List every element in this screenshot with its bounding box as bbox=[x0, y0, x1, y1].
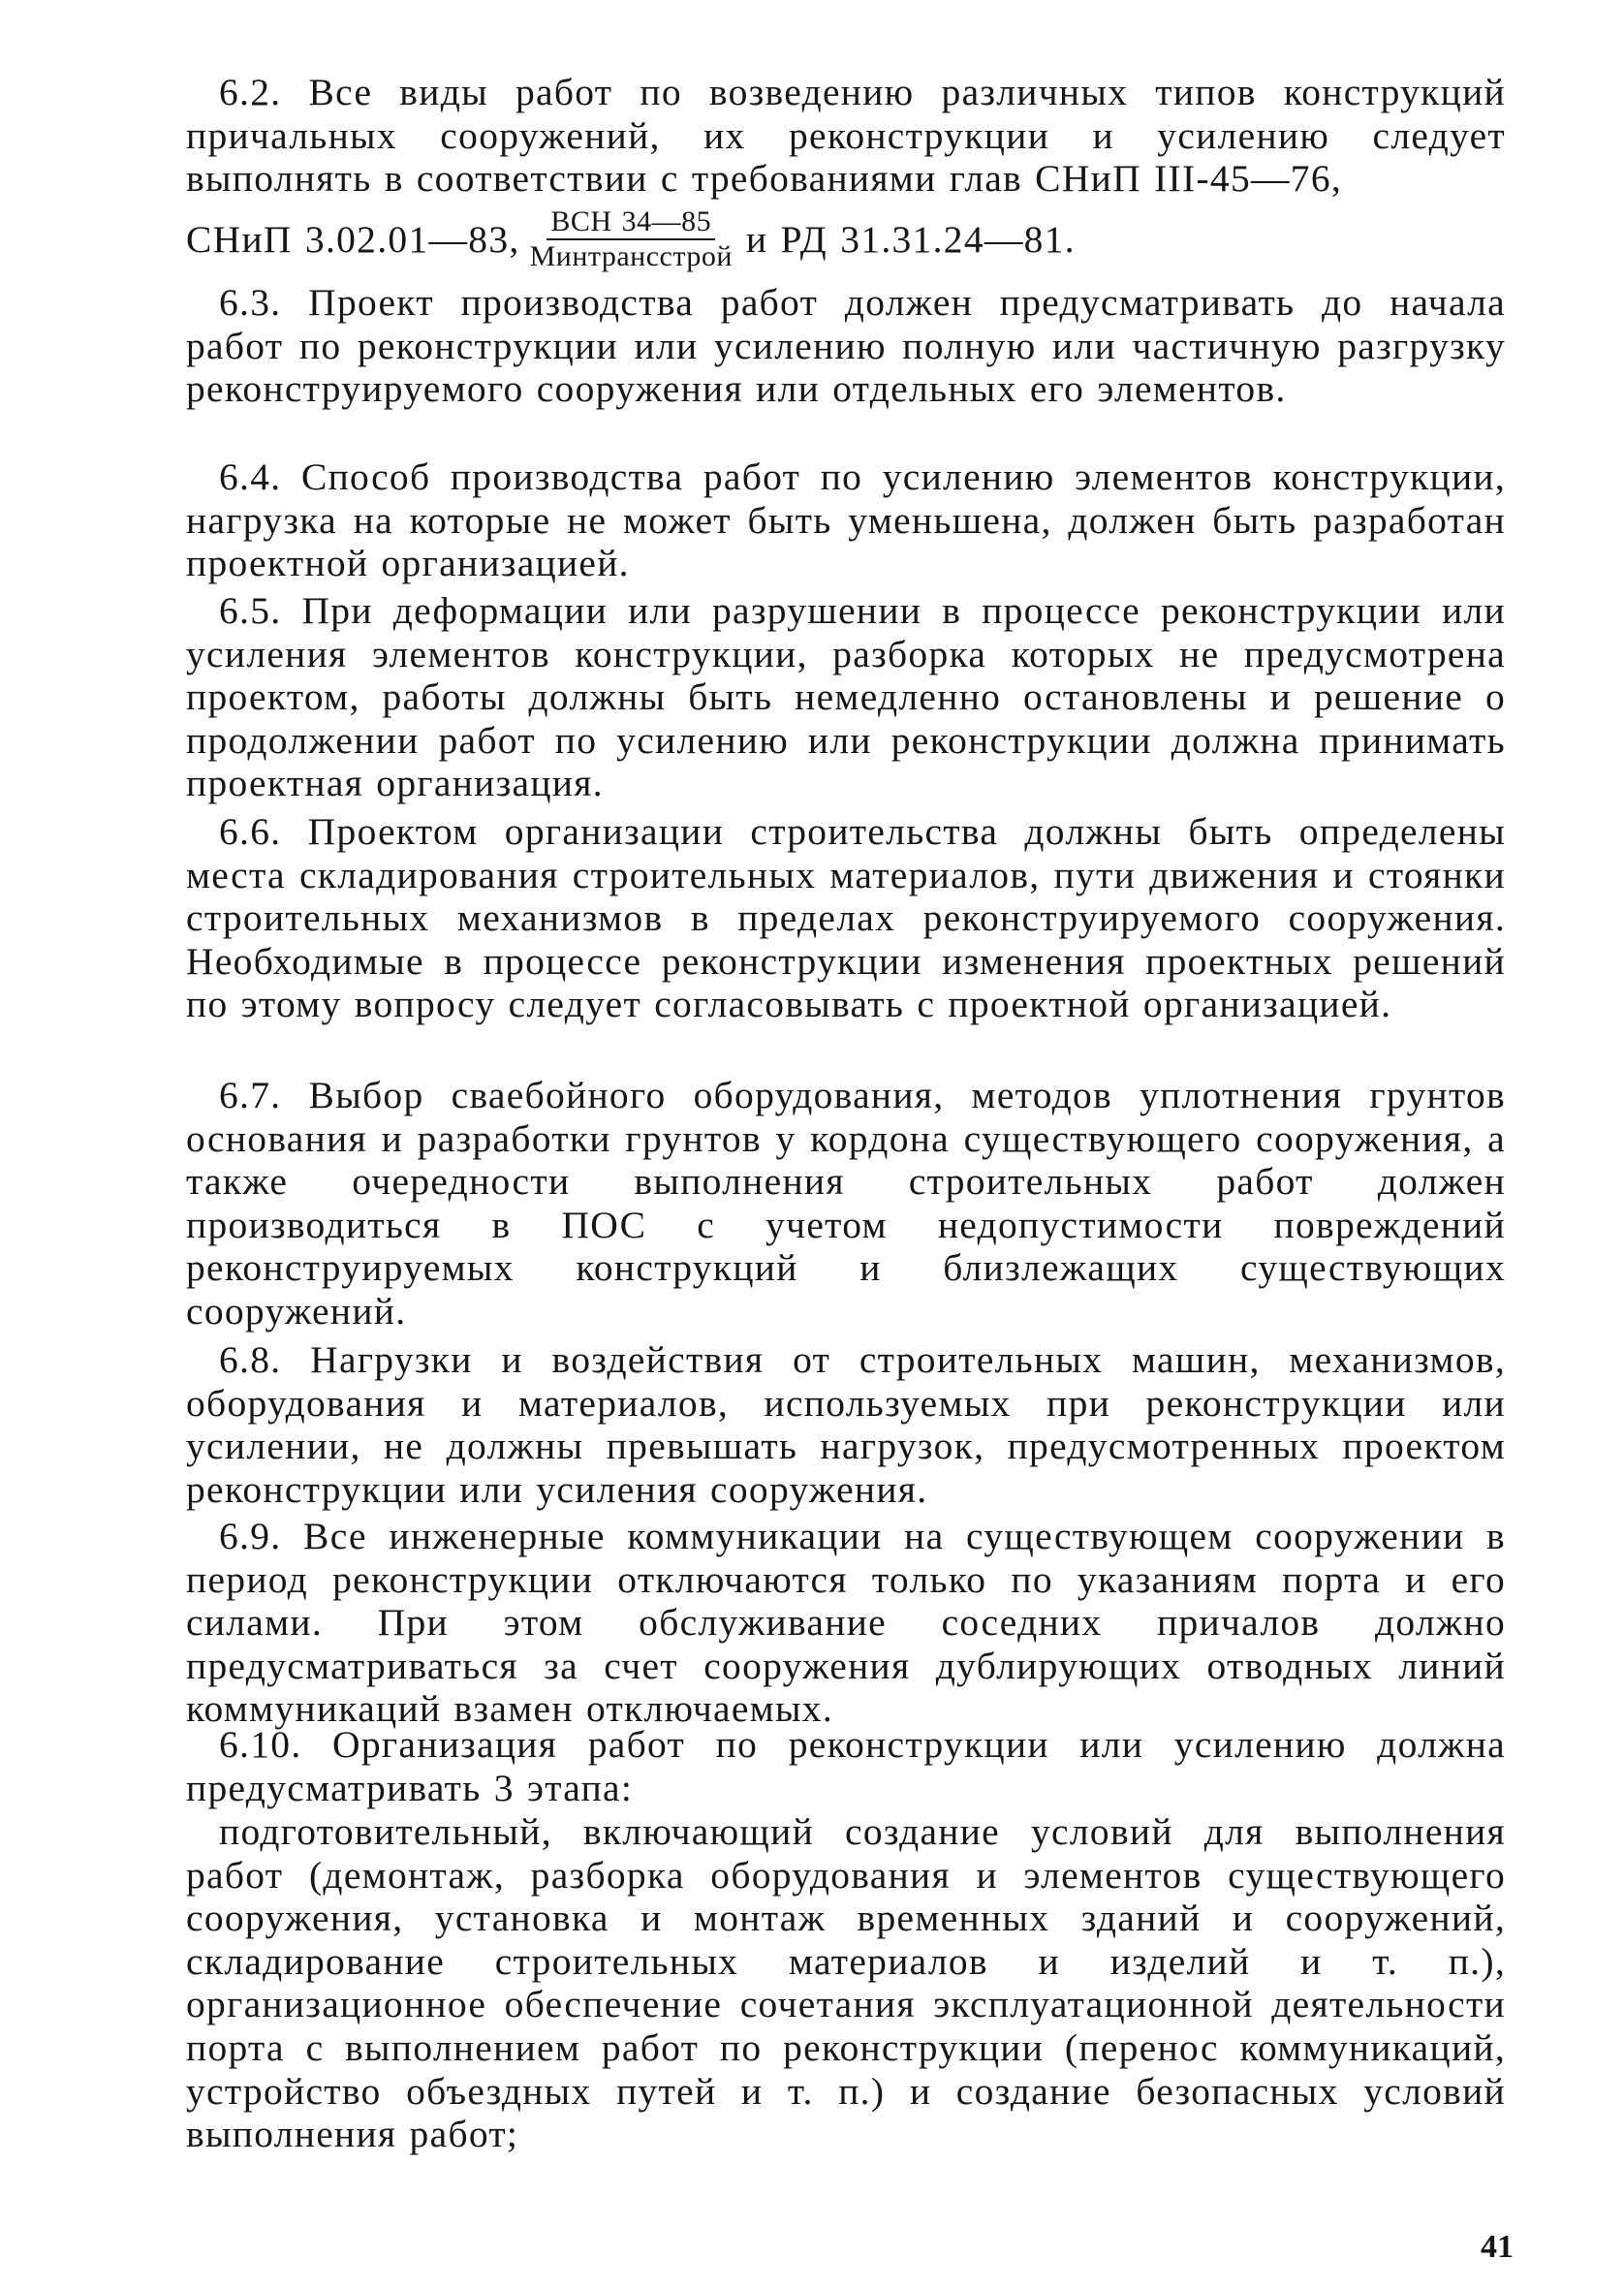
fraction-numerator: ВСН 34—85 bbox=[547, 205, 715, 240]
paragraph-6-3: 6.3. Проект производства работ должен предусматривать до начала работ по реконструкции или усилению полную или частичную разгрузку реконструируемого сооружения или отдельных его элементов. bbox=[186, 281, 1506, 411]
paragraph-6-2 bbox=[186, 71, 1506, 201]
paragraph-6-6: 6.6. Проектом организации строительства должны быть определены места складирования строительных материалов, пути движения и стоянки строительных механизмов в пределах реконструируемого сооружения. Необходимые в процессе реконструкции изменения проектных решений по этому вопросу следует согласовывать с проектной организацией. bbox=[186, 810, 1506, 1026]
norm-fraction bbox=[526, 205, 736, 273]
paragraph-6-2-norms-line bbox=[186, 205, 1506, 273]
paragraph-6-10-stage-1: подготовительный, включающий создание условий для выполнения работ (демонтаж, разборка оборудования и элементов существующего сооружения, установка и монтаж временных зданий и сооружений, складирование строительных материалов и изделий и т. п.), организационное обеспечение сочетания эксплуатационной деятельности порта с выполнением работ по реконструкции (перенос коммуникаций, устройство объездных путей и т. п.) и создание безопасных условий выполнения работ; bbox=[186, 1810, 1506, 2156]
page-number: 41 bbox=[1481, 2229, 1514, 2265]
norm-rd-reference: и РД 31.31.24—81. bbox=[745, 217, 1076, 261]
paragraph-6-9: 6.9. Все инженерные коммуникации на существующем сооружении в период реконструкции отключаются только по указаниям порта и его силами. При этом обслуживание соседних причалов должно предусматриваться за счет сооружения дублирующих отводных линий коммуникаций взамен отключаемых. bbox=[186, 1515, 1506, 1731]
fraction-denominator: Минтрансстрой bbox=[529, 240, 733, 272]
paragraph-6-8: 6.8. Нагрузки и воздействия от строительных машин, механизмов, оборудования и материалов, используемых при реконструкции или усилении, не должны превышать нагрузок, предусмотренных проектом реконструкции или усиления сооружения. bbox=[186, 1338, 1506, 1511]
paragraph-6-10: 6.10. Организация работ по реконструкции или усилению должна предусматривать 3 этапа: bbox=[186, 1723, 1506, 1809]
paragraph-6-2-text: 6.2. Все виды работ по возведению различных типов конструкций причальных сооружений, их реконструкции и усилению следует выполнять в соответствии с требованиями глав СНиП III-45—76, bbox=[186, 71, 1506, 201]
paragraph-6-7: 6.7. Выбор сваебойного оборудования, методов уплотнения грунтов основания и разработки грунтов у кордона существующего сооружения, а также очередности выполнения строительных работ должен производиться в ПОС с учетом недопустимости повреждений реконструируемых конструкций и близлежащих существующих сооружений. bbox=[186, 1074, 1506, 1333]
paragraph-6-4: 6.4. Способ производства работ по усилению элементов конструкции, нагрузка на которые не может быть уменьшена, должен быть разработан проектной организацией. bbox=[186, 455, 1506, 585]
norm-snip-reference: СНиП 3.02.01—83, bbox=[186, 217, 520, 261]
paragraph-6-5: 6.5. При деформации или разрушении в процессе реконструкции или усиления элементов конструкции, разборка которых не предусмотрена проектом, работы должны быть немедленно остановлены и решение о продолжении работ по усилению или реконструкции должна принимать проектная организация. bbox=[186, 589, 1506, 805]
